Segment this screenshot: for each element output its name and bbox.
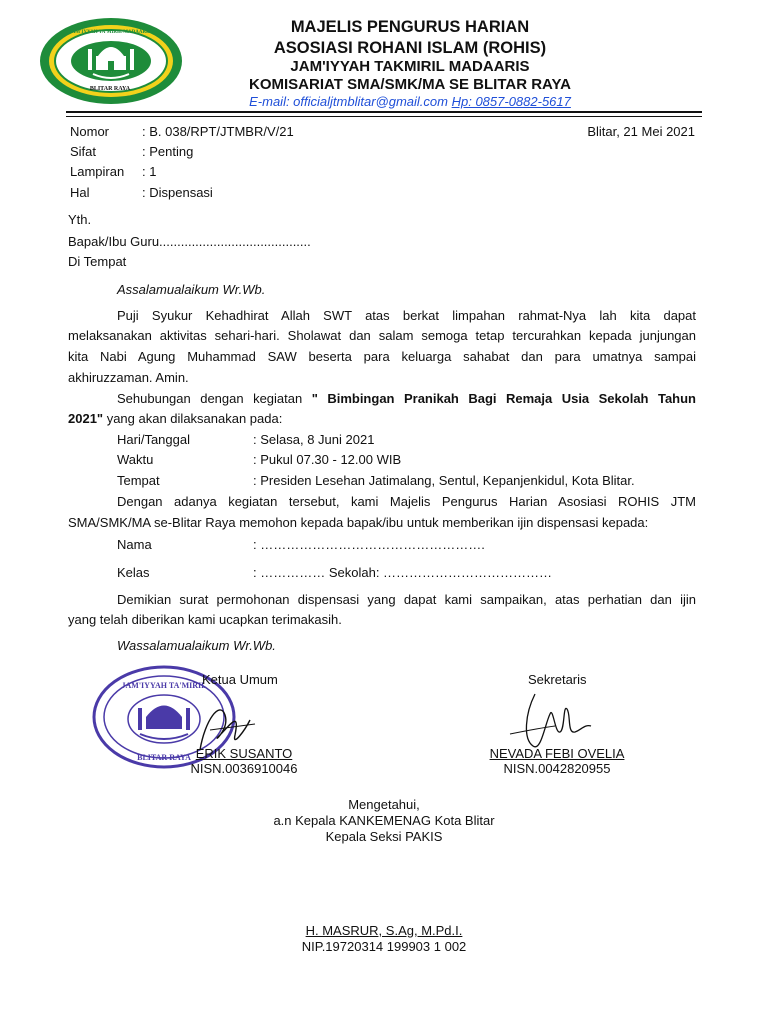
svg-text:BLITAR RAYA: BLITAR RAYA xyxy=(137,753,191,762)
hari-label: Hari/Tanggal xyxy=(117,432,190,447)
logo-text-bottom: BLITAR RAYA xyxy=(89,86,131,92)
header-line4: KOMISARIAT SMA/SMK/MA SE BLITAR RAYA xyxy=(249,76,571,93)
header-divider-thick xyxy=(66,111,702,113)
nama-label: Nama xyxy=(117,537,152,552)
hari-value: : Selasa, 8 Juni 2021 xyxy=(253,432,375,447)
hal-label: Hal xyxy=(70,185,90,200)
paragraph-1-line-3: kita Nabi Agung Muhammad SAW beserta para keluarga sahabat dan para umatnya sampai xyxy=(68,349,696,364)
chairman-title: Ketua Umum xyxy=(202,672,278,687)
logo-text-top: JAM'IYYAH TA'MIRIL MADAARIS xyxy=(69,30,151,35)
sifat-label: Sifat xyxy=(70,144,97,159)
chairman-name: ERIK SUSANTO xyxy=(195,746,293,761)
paragraph-1-line-1: Puji Syukur Kehadhirat Allah SWT atas berkat limpahan rahmat-Nya lah kita dapat xyxy=(117,308,696,323)
phone-link[interactable]: Hp: 0857-0882-5617 xyxy=(451,94,571,109)
header-contact xyxy=(200,94,620,109)
nomor-label: Nomor xyxy=(70,124,110,139)
header-line3: JAM'IYYAH TAKMIRIL MADAARIS xyxy=(290,58,530,75)
paragraph-4-line-2: yang telah diberikan kami ucapkan terimakasih. xyxy=(68,612,342,627)
nomor-value: : B. 038/RPT/JTMBR/V/21 xyxy=(142,124,294,139)
letter-date: Blitar, 21 Mei 2021 xyxy=(587,124,695,139)
chairman-nisn: NISN.0036910046 xyxy=(190,761,298,776)
paragraph-4-line-1: Demikian surat permohonan dispensasi yang dapat kami sampaikan, atas perhatian dan ijin xyxy=(117,592,696,607)
nama-value: : ……………………………………………. xyxy=(253,537,485,552)
acknowledged-office: a.n Kepala KANKEMENAG Kota Blitar xyxy=(273,813,495,828)
paragraph-3-line-1: Dengan adanya kegiatan tersebut, kami Majelis Pengurus Harian Asosiasi ROHIS JTM xyxy=(117,494,696,509)
paragraph-2-line-2 xyxy=(68,409,696,430)
closing: Wassalamualaikum Wr.Wb. xyxy=(117,638,276,653)
sifat-value: : Penting xyxy=(142,144,194,159)
paragraph-2-suffix: yang akan dilaksanakan pada: xyxy=(103,411,283,426)
kelas-label: Kelas xyxy=(117,565,150,580)
paragraph-2-line-1 xyxy=(68,389,696,410)
tempat-value: : Presiden Lesehan Jatimalang, Sentul, Kepanjenkidul, Kota Blitar. xyxy=(253,473,635,488)
recipient-name: Bapak/Ibu Guru.......................................... xyxy=(68,234,311,249)
email-link[interactable]: E-mail: officialjtmblitar@gmail.com xyxy=(249,94,448,109)
greeting: Assalamualaikum Wr.Wb. xyxy=(117,282,266,297)
secretary-name: NEVADA FEBI OVELIA xyxy=(489,746,625,761)
secretary-nisn: NISN.0042820955 xyxy=(503,761,611,776)
header-subtitle: ASOSIASI ROHANI ISLAM (ROHIS) xyxy=(273,39,547,57)
official-nip: NIP.19720314 199903 1 002 xyxy=(301,939,467,954)
paragraph-2-prefix: Sehubungan dengan kegiatan xyxy=(117,391,312,406)
recipient-place: Di Tempat xyxy=(68,254,127,269)
acknowledged-section: Kepala Seksi PAKIS xyxy=(325,829,443,844)
paragraph-1-line-4: akhiruzzaman. Amin. xyxy=(68,370,189,385)
waktu-value: : Pukul 07.30 - 12.00 WIB xyxy=(253,452,402,467)
kelas-value: : …………… Sekolah: ………………………………… xyxy=(253,565,553,580)
hal-value: : Dispensasi xyxy=(142,185,213,200)
lampiran-value: : 1 xyxy=(142,164,157,179)
svg-text:JAM'IYYAH TA'MIRIL: JAM'IYYAH TA'MIRIL xyxy=(121,681,207,690)
header-divider-thin xyxy=(66,116,702,117)
lampiran-label: Lampiran xyxy=(70,164,125,179)
official-name: H. MASRUR, S.Ag, M.Pd.I. xyxy=(305,923,463,938)
recipient-yth: Yth. xyxy=(68,212,92,227)
paragraph-3-line-2: SMA/SMK/MA se-Blitar Raya memohon kepada bapak/ibu untuk memberikan ijin dispensasi kepada: xyxy=(68,515,649,530)
secretary-title: Sekretaris xyxy=(528,672,587,687)
paragraph-1-line-2: melaksanakan aktivitas sehari-hari. Sholawat dan salam semoga tetap tercurahkan kepada junjungan xyxy=(68,328,696,343)
tempat-label: Tempat xyxy=(117,473,160,488)
header-title: MAJELIS PENGURUS HARIAN xyxy=(290,18,530,36)
acknowledged-label: Mengetahui, xyxy=(348,797,420,812)
waktu-label: Waktu xyxy=(117,452,154,467)
event-name-part2: 2021" xyxy=(68,411,104,426)
event-name-part1: " Bimbingan Pranikah Bagi Remaja Usia Sekolah Tahun xyxy=(311,391,696,406)
